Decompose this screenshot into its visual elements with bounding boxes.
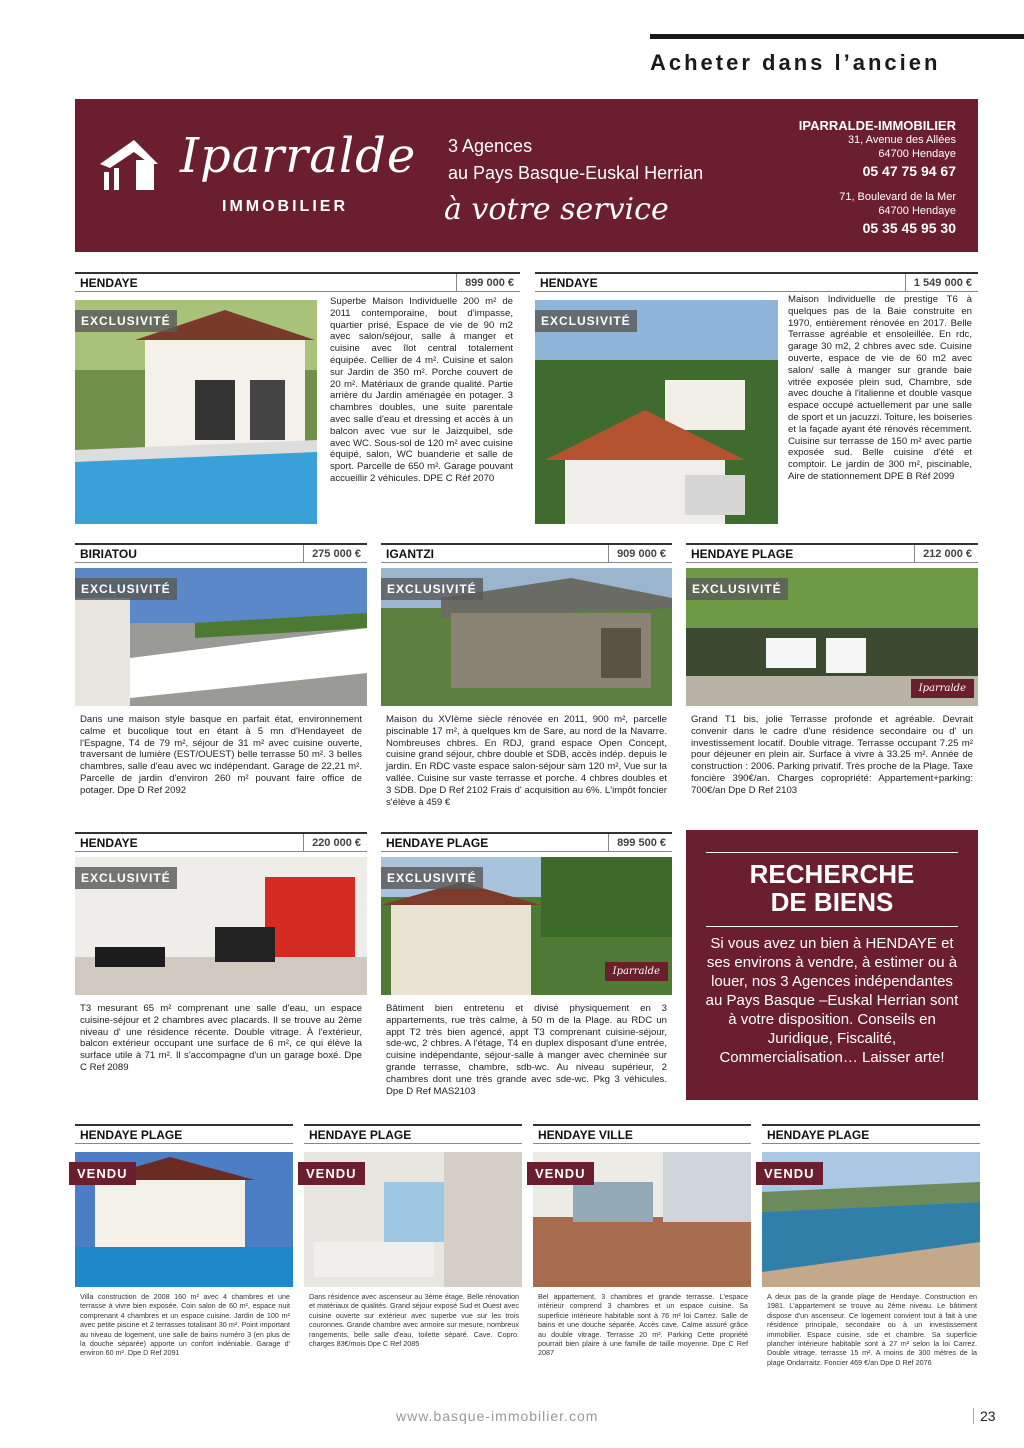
- listing-photo[interactable]: [75, 300, 317, 524]
- agency-1-city: 64700 Hendaye: [878, 148, 956, 160]
- sold-card[interactable]: [762, 1124, 980, 1144]
- sold-photo[interactable]: [533, 1152, 751, 1287]
- listing-photo[interactable]: [535, 300, 778, 524]
- photo-logo: Iparralde: [605, 962, 668, 981]
- listing-city: HENDAYE PLAGE: [691, 546, 794, 561]
- listing-header: [75, 832, 367, 852]
- agency-name: IPARRALDE-IMMOBILIER: [798, 118, 956, 133]
- sold-description: Dans résidence avec ascenseur au 3ème étage, Belle rénovation et matériaux de qualités. Grand séjour exposé Sud et Ouest avec cuisine ouverte sur extérieur avec superbe vue sur les trois couronnes. Grande chambre avec armoire sur mesure, nombreux rangements, belle salle d'eau, toilette séparé. Cave. Copro. charges 83€/mois Dpe C Ref 2085: [309, 1292, 519, 1349]
- logo-wordmark: Iparralde: [180, 128, 417, 184]
- exclusive-badge: EXCLUSIVITÉ: [75, 867, 177, 889]
- listing-card[interactable]: [686, 543, 978, 563]
- listing-price: 899 500 €: [608, 834, 672, 851]
- listing-card[interactable]: [75, 543, 367, 563]
- listing-description: Superbe Maison Individuelle 200 m² de 2011 contemporaine, bout d'impasse, quartier prisé, Espace de vie de 90 m2 avec salon/séjour, salle à manger et cuisine avec îlot central totalement équipée. Cellier de 4 m². Cuisine et salon sur Jardin de 350 m². Porche couvert de 20 m². Matériaux de grande qualité. Partie arrière du Jardin aménagée en potager. 3 chambres doubles, une suite parentale avec salle d'eau et dressing et accès à un balcon avec vue sur le Jaizquibel, sde avec WC. Sous-sol de 120 m² avec cuisine équipé, salon, WC buanderie et salle de sport. Parcelle de 650 m². Garage pouvant accueillir 2 véhicules. DPE C Réf 2070: [330, 296, 513, 484]
- sold-header: [762, 1124, 980, 1144]
- listing-price: 1 549 000 €: [905, 274, 978, 291]
- agency-2-city: 64700 Hendaye: [878, 205, 956, 217]
- exclusive-badge: EXCLUSIVITÉ: [686, 578, 788, 600]
- listing-header: [535, 272, 978, 292]
- listing-city: HENDAYE PLAGE: [386, 835, 489, 850]
- box-title-line1: RECHERCHE: [749, 859, 915, 889]
- exclusive-badge: EXCLUSIVITÉ: [381, 867, 483, 889]
- listing-header: [75, 272, 520, 292]
- listing-city: HENDAYE: [540, 275, 598, 290]
- banner-region: au Pays Basque-Euskal Herrian: [448, 163, 704, 183]
- sold-city: HENDAYE PLAGE: [767, 1127, 870, 1142]
- villa-pool-photo: [75, 300, 317, 524]
- sold-badge: VENDU: [69, 1162, 136, 1185]
- top-rule: [650, 34, 1024, 39]
- page-number: 23: [973, 1408, 996, 1424]
- sold-description: A deux pas de la grande plage de Hendaye. Construction en 1981. L'appartement se trouve au 2ème niveau. Le bâtiment dispose d'un ascenseur. Ce logement convient tout à fait à une résidence principale, secondaire ou à un investissement immobilier. Espace cuisine, sde et chambre. Sa superficie plancher intérieure habitable sont à 27 m² selon la loi Carrez. Double vitrage. terrasse 15 m². A moins de 300 mètres de la plage Ondarraitz. Foncier 469 €/an Dpe D Ref 2076: [767, 1292, 977, 1367]
- listing-description: Maison Individuelle de prestige T6 à quelques pas de la Baie construite en 1970, entièrement rénovée en 2017. Belle Terrasse agréable et ensoleillée. En rdc, garage 30 m2, 2 chbres avec sde. Cuisine ouverte, espace de vie de 60 m2 avec salon/ salle à manger sur grande baie vitrée exposée plein sud, Chambre, sde avec douche à l'italienne et double vasque espace occupé actuellement par une salle de sport et un jacuzzi. Toiture, les boiseries et la façade ayant été rénovés récemment. Cuisine sur terrasse de 150 m² avec partie exposée sud. Belle cuisine d'été et comptoir. Le jardin de 300 m², piscinable, Aire de stationnement DPE B Réf 2099: [788, 294, 972, 482]
- listing-city: IGANTZI: [386, 546, 434, 561]
- agency-2-street: 71, Boulevard de la Mer: [839, 191, 956, 203]
- listing-price: 899 000 €: [456, 274, 520, 291]
- box-divider: [706, 852, 958, 853]
- box-title-line2: DE BIENS: [770, 887, 894, 917]
- section-title: Acheter dans l’ancien: [650, 50, 941, 75]
- sold-header: [75, 1124, 293, 1144]
- listing-card[interactable]: [535, 272, 978, 292]
- sold-description: Villa construction de 2008 160 m² avec 4 chambres et une terrasse à vivre bien exposée. Coin salon de 60 m², espace nuit comprenant 4 chambres et un espace cuisine. Jardin de 100 m² avec petite piscine et 2 terrasses totalisant 30 m². Point important au niveau de logement, une salle de bains numéro 3 (en plus de la douche séparée) apporte un confort indéniable. Garage d' environ 60 m². Dpe D Ref 2091: [80, 1292, 290, 1358]
- footer-website[interactable]: www.basque-immobilier.com: [396, 1408, 599, 1424]
- sold-header: [304, 1124, 522, 1144]
- agency-1-phone[interactable]: 05 47 75 94 67: [862, 163, 956, 179]
- banner-agencies: 3 Agences: [448, 136, 533, 156]
- sold-photo[interactable]: [304, 1152, 522, 1287]
- listing-card[interactable]: [75, 272, 520, 292]
- listing-card[interactable]: [75, 832, 367, 852]
- listing-card[interactable]: [381, 543, 672, 563]
- exclusive-badge: EXCLUSIVITÉ: [381, 578, 483, 600]
- listing-header: [75, 543, 367, 563]
- listing-photo[interactable]: [381, 857, 672, 995]
- house-logo-icon: [96, 134, 162, 194]
- sold-card[interactable]: [75, 1124, 293, 1144]
- sold-description: Bel appartement, 3 chambres et grande terrasse. L'espace intérieur comprend 3 chambres et un espace cuisine. Sa superficie intérieure habitable sont à 76 m² loi Carrez. Salle de bains et une douche séparée. Accès cave. Calme assuré grâce au double vitrage. Terrasse 20 m². Parking Cette propriété pourrait bien plaire à une famille de taille moyenne. Dpe C Ref 2087: [538, 1292, 748, 1358]
- box-divider: [706, 926, 958, 927]
- listing-header: [381, 832, 672, 852]
- listing-city: HENDAYE: [80, 275, 138, 290]
- sold-city: HENDAYE PLAGE: [80, 1127, 183, 1142]
- listing-city: HENDAYE: [80, 835, 138, 850]
- listing-card[interactable]: [381, 832, 672, 852]
- sold-badge: VENDU: [298, 1162, 365, 1185]
- listing-price: 275 000 €: [303, 545, 367, 562]
- sold-header: [533, 1124, 751, 1144]
- sold-badge: VENDU: [756, 1162, 823, 1185]
- listing-price: 220 000 €: [303, 834, 367, 851]
- sold-badge: VENDU: [527, 1162, 594, 1185]
- sold-city: HENDAYE VILLE: [538, 1127, 633, 1142]
- sold-photo[interactable]: [75, 1152, 293, 1287]
- listing-description: Grand T1 bis, jolie Terrasse profonde et agréable. Devrait convenir dans le cadre d'une résidence secondaire ou d' un investissement locatif. Double vitrage. Terrasse occupant 7.25 m² pour déjeuner en plein air. Surface à vivre à 33.25 m². Année de construction : 2006. Parking privatif. Très proche de la Plage. Taxe foncière 390€/an. Charges copropriété: Appartement+parking: 700€/an Dpe D Ref 2103: [691, 714, 973, 796]
- listing-photo[interactable]: [75, 857, 367, 995]
- photo-logo: Iparralde: [911, 679, 974, 698]
- listing-description: Dans une maison style basque en parfait état, environnement calme et bucolique tout en étant à 5 mn d'Hendayeet de l'Espagne, T4 de 79 m², séjour de 31 m² avec cuisine ouverte, traversant de lumière (EST/OUEST) belle terrasse 50 m². 3 belles chambres, salle d'eau avec wc indépendant. Garage de 22,21 m². Parcelle de jardin d'environ 260 m² pouvant faire office de potager. Dpe D Ref 2092: [80, 714, 362, 796]
- listing-description: Bâtiment bien entretenu et divisé physiquement en 3 appartements, rue très calme, à 50 m de la Plage. au RDC un appt T2 très bien agencé, appt T3 comprenant cuisine-séjour, sde-wc, 2 chbres. A l'étage, T4 en duplex disposant d'une entrée, cuisine indépendante, séjour-salle à manger avec cheminée sur grande terrasse, chambre, sdb-wc. Au niveau supérieur, 2 chambres dont une très grande avec sde-wc. Pkg 3 véhicules. Dpe D Ref MAS2103: [386, 1003, 667, 1097]
- listing-city: BIRIATOU: [80, 546, 137, 561]
- prestige-house-photo: [535, 300, 778, 524]
- exclusive-badge: EXCLUSIVITÉ: [75, 578, 177, 600]
- exclusive-badge: EXCLUSIVITÉ: [535, 310, 637, 332]
- agency-1-street: 31, Avenue des Allées: [847, 134, 956, 146]
- agency-2-phone[interactable]: 05 35 45 95 30: [862, 220, 956, 236]
- banner-tagline: à votre service: [444, 192, 669, 227]
- sold-photo[interactable]: [762, 1152, 980, 1287]
- box-text: Si vous avez un bien à HENDAYE et ses environs à vendre, à estimer ou à louer, nos 3 Agences indépendantes au Pays Basque –Euskal Herrian sont à votre disposition. Conseils en Juridique, Fiscalité, Commercialisation… Laisser arte!: [705, 935, 959, 1066]
- listing-photo[interactable]: [381, 568, 672, 706]
- search-properties-box: [686, 830, 978, 1100]
- listing-photo[interactable]: [75, 568, 367, 706]
- logo-subtitle: IMMOBILIER: [222, 198, 348, 215]
- listing-description: Maison du XVIème siècle rénovée en 2011, 900 m², parcelle piscinable 17 m², à quelques km de Sare, au nord de la Navarre. Nombreuses chbres. En RDJ, grand espace Open Concept, cuisine grand séjour, chbre double et SDB, accès indép. depuis le jardin. En RDC vaste espace salon-séjour sàm 120 m², Vue sur la vallée. Cuisine sur vaste terrasse et porche. 4 chbres doubles et 3 SDB. Dpe D Ref 2102 Frais d' acquisition au 6%. L'impôt foncier s'élève à 459 €: [386, 714, 667, 808]
- listing-description: T3 mesurant 65 m² comprenant une salle d'eau, un espace cuisine-séjour et 2 chambres avec placards. Il se trouve au 2ème niveau d' une résidence récente. Double vitrage. À l'extérieur, balcon extérieur occupant une surface de 6 m², ce qui élève la surface utile à 71 m². Il s'accompagne d'un un garage boxé. Dpe C Ref 2089: [80, 1003, 362, 1073]
- exclusive-badge: EXCLUSIVITÉ: [75, 310, 177, 332]
- listing-price: 909 000 €: [608, 545, 672, 562]
- listing-photo[interactable]: [686, 568, 978, 706]
- listing-header: [381, 543, 672, 563]
- sold-city: HENDAYE PLAGE: [309, 1127, 412, 1142]
- sold-card[interactable]: [533, 1124, 751, 1144]
- listing-header: [686, 543, 978, 563]
- sold-card[interactable]: [304, 1124, 522, 1144]
- agency-2-contact: [839, 190, 956, 236]
- agency-1-contact: [799, 118, 956, 179]
- listing-price: 212 000 €: [914, 545, 978, 562]
